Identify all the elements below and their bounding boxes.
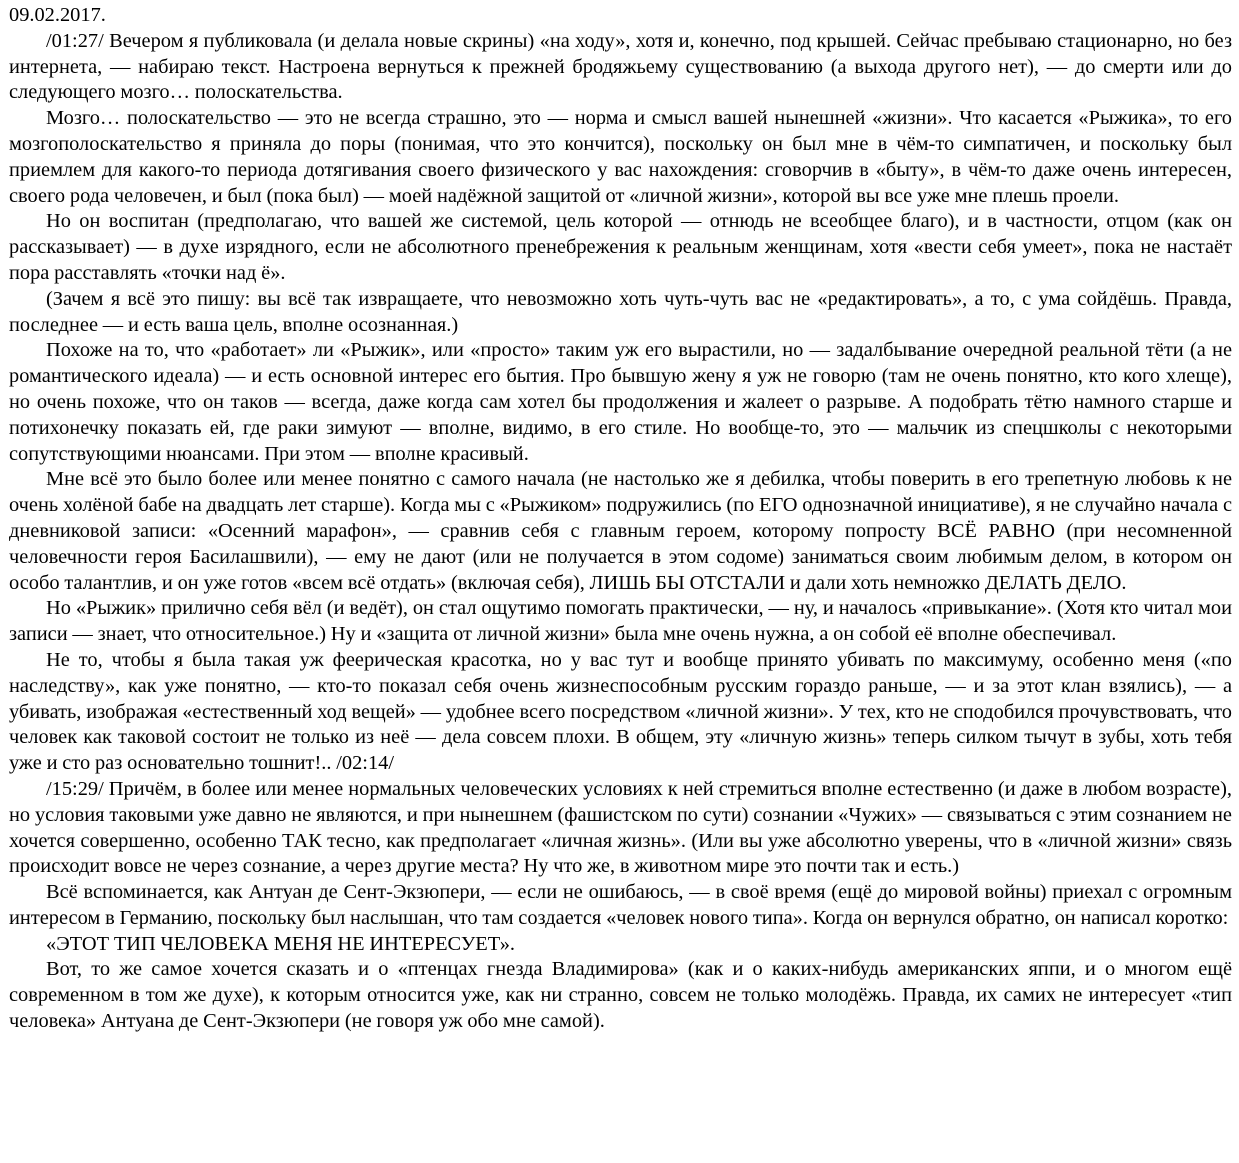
paragraph-12: Вот, то же самое хочется сказать и о «птенцах гнезда Владимирова» (как и о каких-нибудь американских яппи, и о многом ещё современном в том же духе), к которым относится уже, как ни странно, совсем не только молодёжь. Правда, их самих не интересует «тип человека» Антуана де Сент-Экзюпери (не говоря уж обо мне самой). [9, 958, 1232, 1033]
paragraph-11: «ЭТОТ ТИП ЧЕЛОВЕКА МЕНЯ НЕ ИНТЕРЕСУЕТ». [46, 932, 515, 955]
paragraph-3: Но он воспитан (предполагаю, что вашей же системой, цель которой — отнюдь не всеобщее благо), и в частности, отцом (как он рассказывает) — в духе изрядного, если не абсолютного пренебрежения к реальным женщинам, хотя «вести себя умеет», пока не настаёт пора расставлять «точки над ё». [9, 210, 1232, 284]
paragraph-6: Мне всё это было более или менее понятно с самого начала (не настолько же я дебилка, чтобы поверить в его трепетную любовь к не очень холёной бабе на двадцать лет старше). Когда мы с «Рыжиком» подружились (по ЕГО однозначной инициативе), я не случайно начала с дневниковой записи: «Осенний марафон», — сравнив себя с главным героем, которому попросту ВСЁ РАВНО (при несомненной человечности героя Басилашвили), — ему не дают (или не получается в этом содоме) заниматься своим любимым делом, в котором он особо талантлив, и он уже готов «всем всё отдать» (включая себя), ЛИШЬ БЫ ОТСТАЛИ и дали хоть немножко ДЕЛАТЬ ДЕЛО. [9, 468, 1232, 594]
paragraph-9: /15:29/ Причём, в более или менее нормальных человеческих условиях к ней стремиться вполне естественно (и даже в любом возрасте), но условия таковыми уже давно не являются, и при нынешнем (фашистском по сути) сознании «Чужих» — связываться с этим сознанием не хочется совершенно, особенно ТАК тесно, как предполагает «личная жизнь». (Или вы уже абсолютно уверены, что в «личной жизни» связь происходит вовсе не через сознание, а через другие места? Ну что же, в животном мире это почти так и есть.) [9, 777, 1232, 878]
paragraph-10: Всё вспоминается, как Антуан де Сент-Экзюпери, — если не ошибаюсь, — в своё время (ещё до мировой войны) приехал с огромным интересом в Германию, поскольку был наслышан, что там создается «человек нового типа». Когда он вернулся обратно, он написал коротко: [9, 881, 1232, 929]
paragraph-4: (Зачем я всё это пишу: вы всё так извращаете, что невозможно хоть чуть-чуть вас не «редактировать», а то, с ума сойдёшь. Правда, последнее — и есть ваша цель, вполне осознанная.) [9, 287, 1232, 336]
paragraph-2: Мозго… полоскательство — это не всегда страшно, это — норма и смысл вашей нынешней «жизни». Что касается «Рыжика», то его мозгополоскательство я приняла до поры (понимая, что это кончится), поскольку он был мне в чём-то симпатичен, и поскольку был приемлем для какого-то периода дотягивания своего физического у вас нахождения: сговорчив в «быту», в чём-то даже очень интересен, своего рода человечен, и был (пока был) — моей надёжной защитой от «личной жизни», которой вы все уже мне плешь проели. [9, 107, 1232, 207]
paragraph-8: Не то, чтобы я была такая уж феерическая красотка, но у вас тут и вообще принято убивать по максимуму, особенно меня («по наследству», как уже понятно, — кто-то показал себя очень жизнеспособным русским гораздо раньше, — и за этот клан взялись), — а убивать, изображая «естественный ход вещей» — удобнее всего посредством «личной жизни». У тех, кто не сподобился прочувствовать, что человек как таковой состоит не только из неё — дела совсем плохи. В общем, эту «личную жизнь» теперь силком тычут в зубы, хоть тебя уже и сто раз основательно тошнит!.. /02:14/ [9, 648, 1232, 775]
entry-date: 09.02.2017. [9, 4, 106, 26]
paragraph-5: Похоже на то, что «работает» ли «Рыжик», или «просто» таким уж его вырастили, но — задалбывание очередной реальной тёти (а не романтического идеала) — и есть основной интерес его бытия. Про бывшую жену я уж не говорю (там не очень понятно, кто кого хлеще), но очень похоже, что он таков — всегда, даже когда сам хотел бы продолжения и жалеет о разрыве. А подобрать тётю намного старше и потихонечку показать ей, где раки зимуют — вполне, видимо, в его стиле. Но вообще-то, это — мальчик из спецшколы с некоторыми сопутствующими нюансами. При этом — вполне красивый. [9, 339, 1232, 465]
paragraph-7: Но «Рыжик» прилично себя вёл (и ведёт), он стал ощутимо помогать практически, — ну, и началось «привыкание». (Хотя кто читал мои записи — знает, что относительное.) Ну и «защита от личной жизни» была мне очень нужна, а он собой её вполне обеспечивал. [9, 597, 1232, 646]
paragraph-1: /01:27/ Вечером я публиковала (и делала новые скрины) «на ходу», хотя и, конечно, под крышей. Сейчас пребываю стационарно, но без интернета, — набираю текст. Настроена вернуться к прежней бродяжьему существованию (а выхода другого нет), — до смерти или до следующего мозго… полоскательства. [9, 29, 1232, 104]
